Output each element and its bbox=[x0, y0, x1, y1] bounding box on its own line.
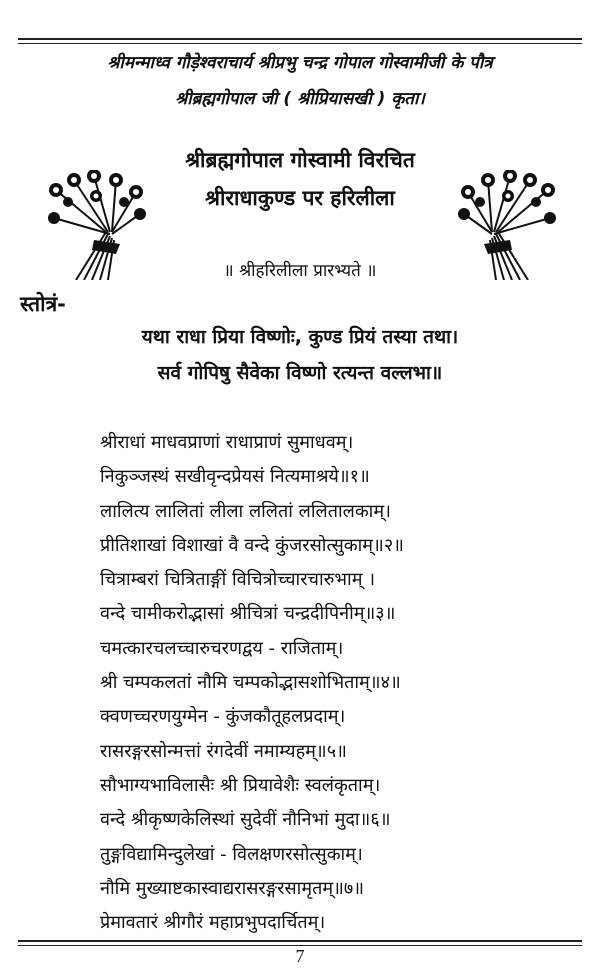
verse-line: नौमि मुख्याष्टकास्वाद्यरासरङ्गरसामृतम्॥७॥ bbox=[100, 877, 365, 899]
verse-line: निकुञ्जस्थं सखीवृन्दप्रेयसं नित्यमाश्रये॥१॥ bbox=[100, 466, 370, 488]
verse-list bbox=[100, 426, 500, 940]
page-number: 7 bbox=[295, 946, 305, 966]
verse-line: क्वणच्चरणयुग्मेन - कुंजकौतूहलप्रदाम्। bbox=[100, 706, 346, 728]
title-line-2: श्रीराधाकुण्ड पर हरिलीला bbox=[205, 186, 395, 210]
title-line-1: श्रीब्रह्मगोपाल गोस्वामी विरचित bbox=[185, 148, 415, 172]
verse-line: सौभाग्यभाविलासैः श्री प्रियावेशैः स्वलंकृताम्। bbox=[100, 774, 381, 796]
verse-line: चमत्कारचलच्चारुचरणद्वय - राजिताम्। bbox=[100, 637, 344, 659]
prayer-line-2: सर्व गोपिषु सैवेका विष्णो रत्यन्त वल्लभा॥ bbox=[157, 362, 443, 384]
top-border-inner bbox=[18, 43, 582, 44]
verse-line: लालित्य लालितां लीला ललितां ललितालकाम्। bbox=[100, 500, 391, 522]
prayer-line-1: यथा राधा प्रिया विष्णोः, कुण्ड प्रियं तस्या तथा। bbox=[141, 326, 459, 348]
header-line-1: श्रीमन्माध्व गौड़ेश्वराचार्य श्रीप्रभु चन्द्र गोपाल गोस्वामीजी के पौत्र bbox=[107, 53, 493, 73]
header-line-2: श्रीब्रह्मगोपाल जी ( श्रीप्रियासखी ) कृता। bbox=[175, 89, 425, 109]
verse-line: श्री चम्पकलतां नौमि चम्पकोद्भासशोभिताम्॥४॥ bbox=[100, 672, 401, 694]
bottom-border bbox=[18, 940, 582, 942]
verse-line: चित्राम्बरां चित्रिताङ्गीं विचित्रोच्चारचारुभाम् । bbox=[100, 569, 376, 591]
verse-line: प्रेमावतारं श्रीगौरं महाप्रभुपदार्चितम्। bbox=[100, 912, 326, 934]
invocation-line: ॥ श्रीहरिलीला प्रारभ्यते ॥ bbox=[223, 261, 377, 281]
top-border bbox=[18, 38, 582, 40]
verse-line: वन्दे श्रीकृष्णकेलिस्थां सुदेवीं नौनिभां मुदा॥६॥ bbox=[100, 809, 391, 831]
stotra-label: स्तोत्रं- bbox=[20, 292, 66, 316]
verse-line: रासरङ्गरसोन्मत्तां रंगदेवीं नमाम्यहम्॥५॥ bbox=[100, 740, 347, 762]
verse-line: श्रीराधां माधवप्राणां राधाप्राणं सुमाधवम्। bbox=[100, 432, 354, 453]
verse-line: वन्दे चामीकरोद्भासां श्रीचित्रां चन्द्रदीपिनीम्॥३॥ bbox=[100, 603, 396, 625]
verse-line: प्रीतिशाखां विशाखां वै वन्दे कुंजरसोत्सुकाम्॥२॥ bbox=[100, 534, 404, 556]
verse-line: तुङ्गविद्यामिन्दुलेखां - विलक्षणरसोत्सुकाम्। bbox=[100, 843, 363, 865]
